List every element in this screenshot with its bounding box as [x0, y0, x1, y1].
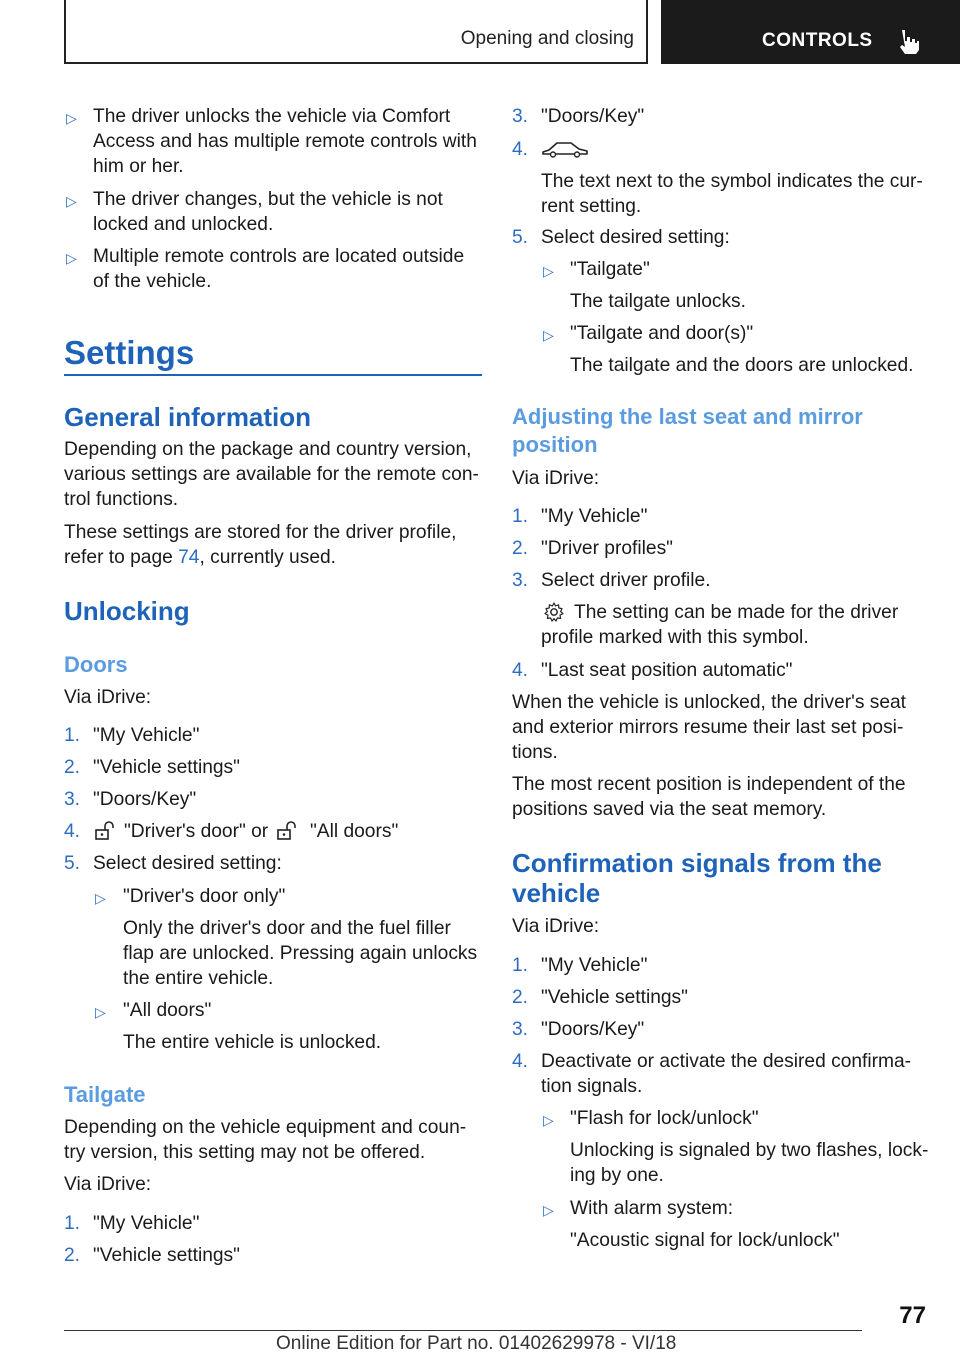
list-item	[64, 787, 482, 812]
seat-heading: Adjusting the last seat and mirror position	[512, 404, 863, 457]
step-text: "My Vehicle"	[541, 506, 648, 527]
step-text: Select desired setting:	[541, 227, 730, 248]
list-item	[512, 658, 930, 683]
tailgate-paragraph: Depending on the vehicle equipment and coun-try version, this setting may not be offered.	[64, 1117, 467, 1163]
list-item	[64, 884, 482, 991]
option-title: "Flash for lock/unlock"	[570, 1108, 759, 1129]
list-item	[64, 187, 482, 237]
bullet-text: Multiple remote controls are located outside of the vehicle.	[93, 246, 465, 292]
step-text: "Doors/Key"	[93, 789, 197, 810]
unlock-icon	[277, 821, 299, 841]
step-number: 3.	[512, 570, 529, 591]
tailgate-heading: Tailgate	[64, 1082, 146, 1107]
list-item	[512, 1017, 930, 1042]
step-number: 1.	[64, 725, 81, 746]
list-item	[512, 1049, 930, 1099]
list-item	[512, 137, 930, 219]
option-title: "Tailgate and door(s)"	[570, 323, 754, 344]
via-idrive: Via iDrive:	[512, 468, 600, 489]
bullet-triangle-icon: ▷	[543, 263, 554, 279]
confirm-heading: Confirmation signals from the vehicle	[512, 848, 882, 908]
bullet-triangle-icon: ▷	[95, 1004, 106, 1020]
step-number: 3.	[512, 106, 529, 127]
option-desc: The tailgate unlocks.	[570, 291, 746, 312]
gear-icon	[543, 601, 565, 623]
list-item	[512, 536, 930, 561]
seat-paragraph-2: The most recent position is independent of the positions saved via the seat memory.	[512, 774, 906, 820]
list-item	[64, 1243, 482, 1268]
heading-rule	[64, 374, 482, 376]
option-desc: "Acoustic signal for lock/unlock"	[570, 1230, 840, 1251]
general-paragraph-2	[64, 520, 482, 570]
option-desc: Unlocking is signaled by two flashes, lock-ing by one.	[570, 1140, 929, 1186]
general-info-heading: General information	[64, 402, 312, 432]
list-item	[64, 104, 482, 179]
bullet-text: The driver unlocks the vehicle via Comfort Access and has multiple remote controls with him or her.	[93, 106, 477, 177]
list-item	[512, 504, 930, 529]
option-desc: The entire vehicle is unlocked.	[123, 1032, 382, 1053]
text: , currently used.	[199, 547, 336, 568]
section-title: Opening and closing	[460, 28, 634, 49]
via-idrive: Via iDrive:	[64, 687, 152, 708]
step-number: 4.	[512, 139, 529, 160]
list-item	[512, 225, 930, 250]
step-text: "Driver profiles"	[541, 538, 673, 559]
general-paragraph: Depending on the package and country version, various settings are available for the remote con-trol functions.	[64, 439, 479, 510]
unlocking-heading: Unlocking	[64, 596, 190, 626]
list-item	[64, 244, 482, 294]
unlock-icon	[95, 821, 117, 841]
list-item	[512, 568, 930, 650]
list-item	[512, 321, 930, 378]
step-text: "My Vehicle"	[93, 725, 200, 746]
step-text: "Vehicle settings"	[541, 987, 688, 1008]
step-text: "All doors"	[310, 821, 399, 842]
step-number: 2.	[64, 757, 81, 778]
car-icon	[541, 139, 589, 159]
step-number: 3.	[512, 1019, 529, 1040]
footer-rule	[64, 1330, 862, 1331]
step-text: Select desired setting:	[93, 853, 282, 874]
step-text: "Vehicle settings"	[93, 757, 240, 778]
hand-pointer-icon	[893, 26, 923, 56]
list-item	[64, 851, 482, 876]
bullet-triangle-icon: ▷	[95, 890, 106, 906]
step-text: The text next to the symbol indicates the cur-rent setting.	[541, 171, 923, 217]
list-item	[64, 998, 482, 1055]
step-number: 3.	[64, 789, 81, 810]
doors-heading: Doors	[64, 652, 128, 677]
list-item	[512, 257, 930, 314]
step-number: 5.	[512, 227, 529, 248]
bullet-triangle-icon: ▷	[66, 193, 77, 209]
step-text: "Doors/Key"	[541, 106, 645, 127]
step-number: 5.	[64, 853, 81, 874]
page-link[interactable]: 74	[178, 547, 200, 568]
via-idrive: Via iDrive:	[512, 916, 600, 937]
list-item	[64, 723, 482, 748]
footer-edition: Online Edition for Part no. 01402629978 - VI/18	[276, 1333, 677, 1354]
option-title: "Driver's door only"	[123, 886, 286, 907]
option-desc: Only the driver's door and the fuel filler flap are unlocked. Pressing again unlocks the entire vehicle.	[123, 918, 478, 989]
step-number: 1.	[512, 955, 529, 976]
seat-paragraph: When the vehicle is unlocked, the driver's seat and exterior mirrors resume their last set posi-tions.	[512, 692, 907, 763]
step-number: 2.	[64, 1245, 81, 1266]
step-text: "Last seat position automatic"	[541, 660, 793, 681]
step-text: "Driver's door" or	[124, 821, 269, 842]
step-text: Deactivate or activate the desired confirma-tion signals.	[541, 1051, 912, 1097]
page-number: 77	[899, 1302, 926, 1329]
text: These settings are stored for the driver profile, refer to page	[64, 522, 457, 568]
step-number: 2.	[512, 538, 529, 559]
list-item	[64, 755, 482, 780]
bullet-triangle-icon: ▷	[543, 1112, 554, 1128]
list-item	[512, 1196, 930, 1253]
option-title: With alarm system:	[570, 1198, 734, 1219]
step-text: "My Vehicle"	[93, 1213, 200, 1234]
option-desc: The tailgate and the doors are unlocked.	[570, 355, 914, 376]
bullet-triangle-icon: ▷	[543, 327, 554, 343]
option-title: "Tailgate"	[570, 259, 650, 280]
bullet-triangle-icon: ▷	[66, 250, 77, 266]
step-text: "My Vehicle"	[541, 955, 648, 976]
via-idrive: Via iDrive:	[64, 1174, 152, 1195]
step-number: 4.	[512, 660, 529, 681]
step-note: The setting can be made for the driver profile marked with this symbol.	[541, 602, 899, 648]
option-title: "All doors"	[123, 1000, 212, 1021]
step-text: "Vehicle settings"	[93, 1245, 240, 1266]
step-number: 1.	[512, 506, 529, 527]
list-item	[512, 1106, 930, 1188]
step-number: 1.	[64, 1213, 81, 1234]
step-number: 4.	[64, 821, 81, 842]
chapter-title: CONTROLS	[762, 30, 873, 51]
list-item	[64, 1211, 482, 1236]
step-text: "Doors/Key"	[541, 1019, 645, 1040]
list-item	[512, 104, 930, 129]
bullet-triangle-icon: ▷	[543, 1202, 554, 1218]
bullet-text: The driver changes, but the vehicle is not locked and unlocked.	[93, 189, 443, 235]
step-number: 2.	[512, 987, 529, 1008]
bullet-triangle-icon: ▷	[66, 110, 77, 126]
list-item	[512, 953, 930, 978]
step-text: Select driver profile.	[541, 570, 711, 591]
settings-heading: Settings	[64, 334, 195, 371]
step-number: 4.	[512, 1051, 529, 1072]
list-item	[512, 985, 930, 1010]
